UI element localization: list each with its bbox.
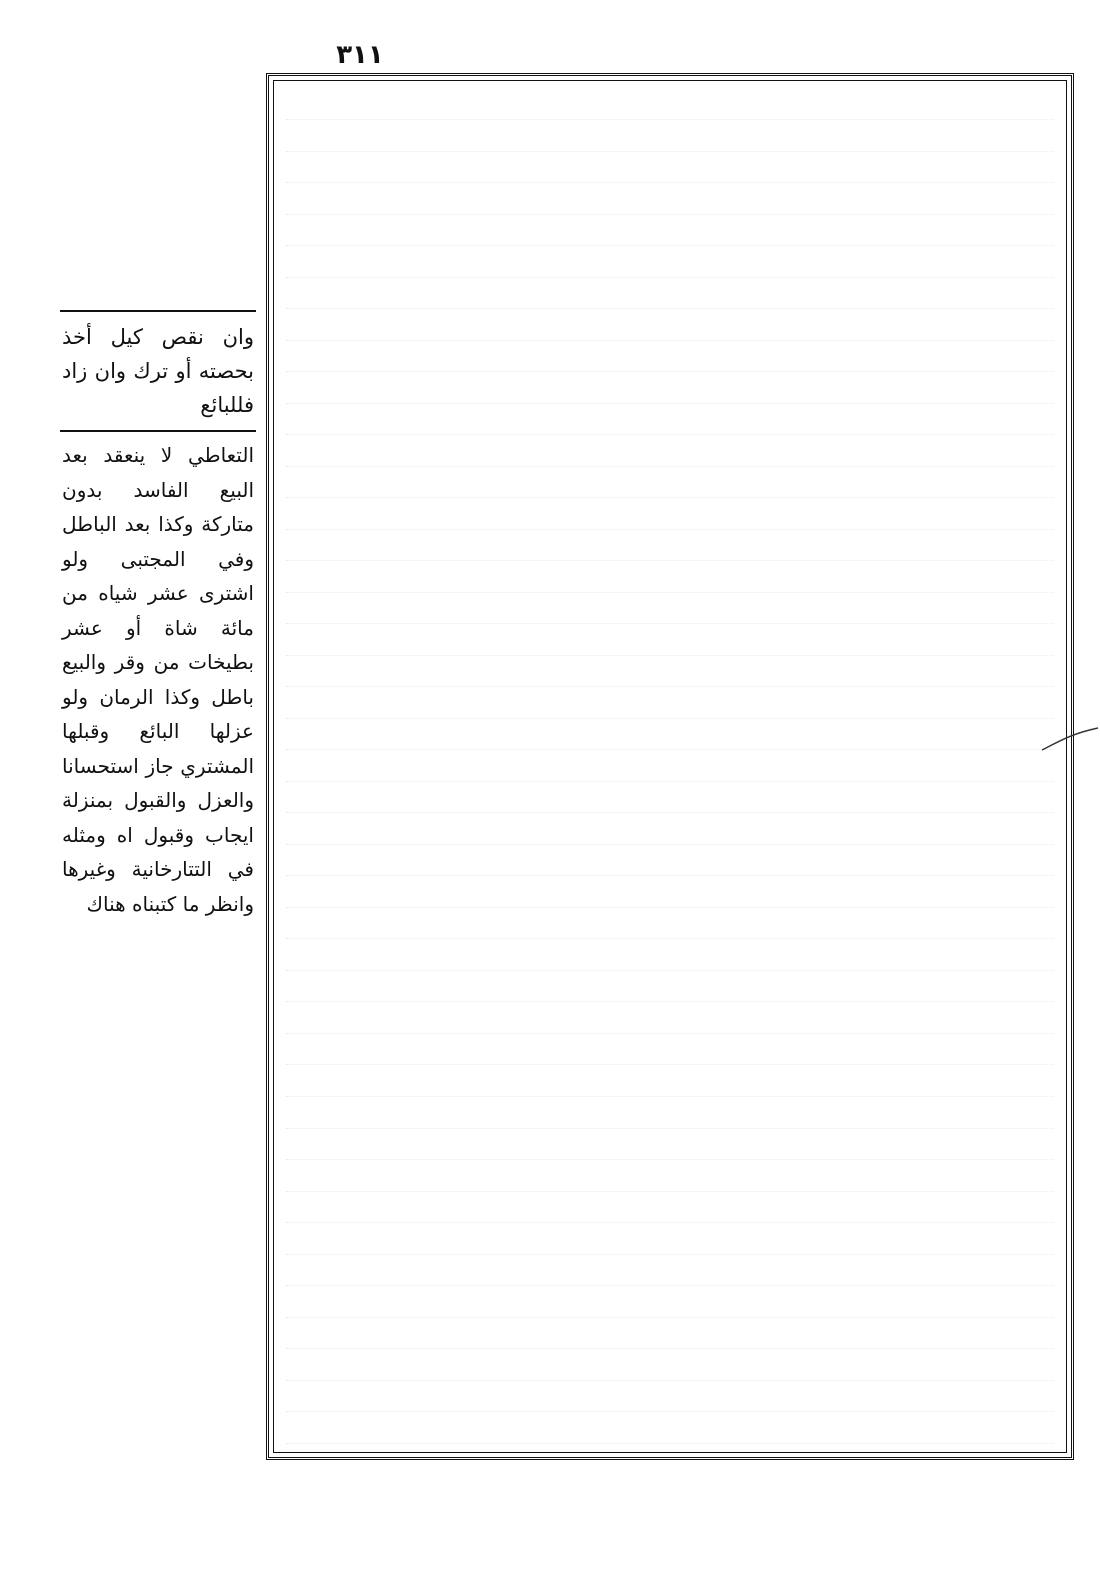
- main-text-line: [286, 404, 1054, 435]
- main-text-line: [286, 1413, 1054, 1444]
- pen-mark-decoration: [1040, 720, 1100, 760]
- main-text-line: [286, 1381, 1054, 1412]
- main-text-line: [286, 814, 1054, 845]
- main-text-line: [286, 1224, 1054, 1255]
- main-text-line: [286, 719, 1054, 750]
- main-text-inner-border: [273, 80, 1067, 1453]
- main-text-line: [286, 1192, 1054, 1223]
- main-text-line: [286, 530, 1054, 561]
- main-text-line: [286, 1066, 1054, 1097]
- main-text-body: [286, 89, 1054, 1444]
- main-text-line: [286, 908, 1054, 939]
- main-text-line: [286, 593, 1054, 624]
- margin-heading-note: وان نقص كيل أخذ بحصته أو ترك وان زاد فللبائع: [62, 325, 254, 417]
- main-text-line: [286, 1350, 1054, 1381]
- main-text-line: [286, 373, 1054, 404]
- main-text-line: [286, 1098, 1054, 1129]
- main-text-line: [286, 436, 1054, 467]
- main-text-line: [286, 751, 1054, 782]
- main-text-line: [286, 499, 1054, 530]
- page-number: ٣١١: [336, 40, 384, 70]
- margin-commentary-note: التعاطي لا ينعقد بعد البيع الفاسد بدون متاركة وكذا بعد الباطل وفي المجتبى ولو اشترى عشر شياه من مائة شاة أو عشر بطيخات من وقر والبيع باطل وكذا الرمان ولو عزلها البائع وقبلها المشتري جاز استحسانا والعزل والقبول بمنزلة ايجاب وقبول اه ومثله في التتارخانية وغيرها وانظر ما كتبناه هناك: [62, 443, 254, 916]
- main-text-line: [286, 184, 1054, 215]
- main-text-frame: [266, 73, 1074, 1460]
- main-text-line: [286, 121, 1054, 152]
- main-text-line: [286, 625, 1054, 656]
- main-text-line: [286, 877, 1054, 908]
- main-text-line: [286, 215, 1054, 246]
- main-text-line: [286, 782, 1054, 813]
- main-text-line: [286, 1129, 1054, 1160]
- main-text-line: [286, 562, 1054, 593]
- main-text-line: [286, 247, 1054, 278]
- main-text-line: [286, 278, 1054, 309]
- main-text-line: [286, 310, 1054, 341]
- main-text-line: [286, 1003, 1054, 1034]
- main-text-line: [286, 467, 1054, 498]
- main-text-line: [286, 1318, 1054, 1349]
- main-text-line: [286, 152, 1054, 183]
- main-text-line: [286, 341, 1054, 372]
- main-text-line: [286, 89, 1054, 120]
- main-text-line: [286, 971, 1054, 1002]
- main-text-line: [286, 1255, 1054, 1286]
- main-text-line: [286, 1161, 1054, 1192]
- main-text-line: [286, 688, 1054, 719]
- main-text-line: [286, 845, 1054, 876]
- main-text-line: [286, 940, 1054, 971]
- margin-column: [60, 310, 256, 921]
- main-text-line: [286, 656, 1054, 687]
- main-text-line: [286, 1034, 1054, 1065]
- main-text-line: [286, 1287, 1054, 1318]
